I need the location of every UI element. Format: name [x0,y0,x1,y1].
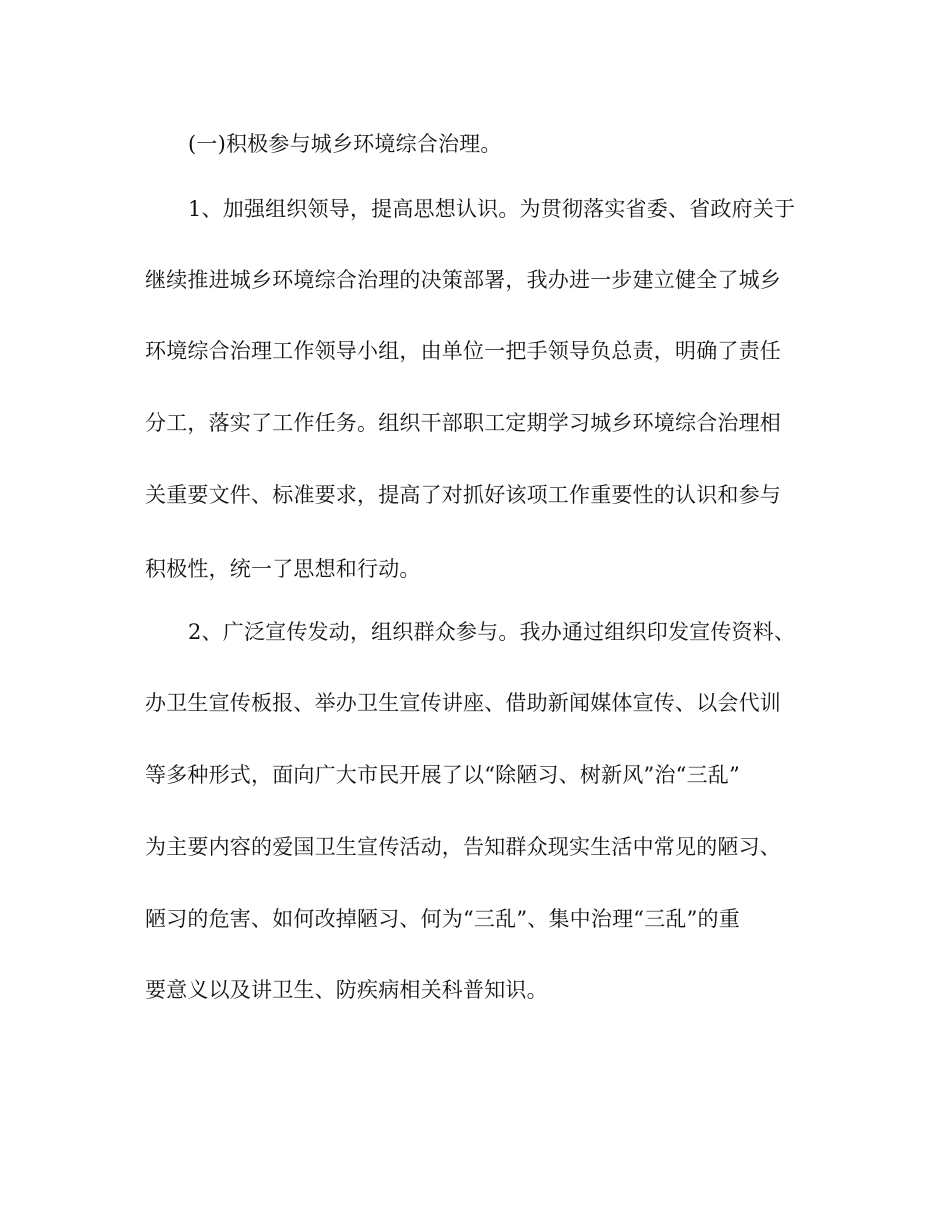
paragraph-2-line-5: 陋习的危害、如何改掉陋习、何为“三乱”、集中治理“三乱”的重 [145,907,740,931]
paragraph-2-line-6: 要意义以及讲卫生、防疾病相关科普知识。 [145,978,548,1002]
paragraph-1-line-4: 分工，落实了工作任务。组织干部职工定期学习城乡环境综合治理相 [145,411,781,435]
paragraph-2-line-1: 2、广泛宣传发动，组织群众参与。我办通过组织印发宣传资料、 [188,620,796,644]
paragraph-2-line-2: 办卫生宣传板报、举办卫生宣传讲座、借助新闻媒体宣传、以会代训 [145,691,781,715]
paragraph-1-line-3: 环境综合治理工作领导小组，由单位一把手领导负总责，明确了责任 [145,339,781,363]
section-heading: (一)积极参与城乡环境综合治理。 [188,132,502,156]
paragraph-1-line-6: 积极性，统一了思想和行动。 [145,557,421,581]
paragraph-2-line-4: 为主要内容的爱国卫生宣传活动，告知群众现实生活中常见的陋习、 [145,835,781,859]
paragraph-1-line-1: 1、加强组织领导，提高思想认识。为贯彻落实省委、省政府关于 [188,197,796,221]
paragraph-1-line-5: 关重要文件、标准要求，提高了对抓好该项工作重要性的认识和参与 [145,483,781,507]
paragraph-2-line-3: 等多种形式，面向广大市民开展了以“除陋习、树新风”治“三乱” [145,763,740,787]
paragraph-1-line-2: 继续推进城乡环境综合治理的决策部署，我办进一步建立健全了城乡 [145,268,781,292]
